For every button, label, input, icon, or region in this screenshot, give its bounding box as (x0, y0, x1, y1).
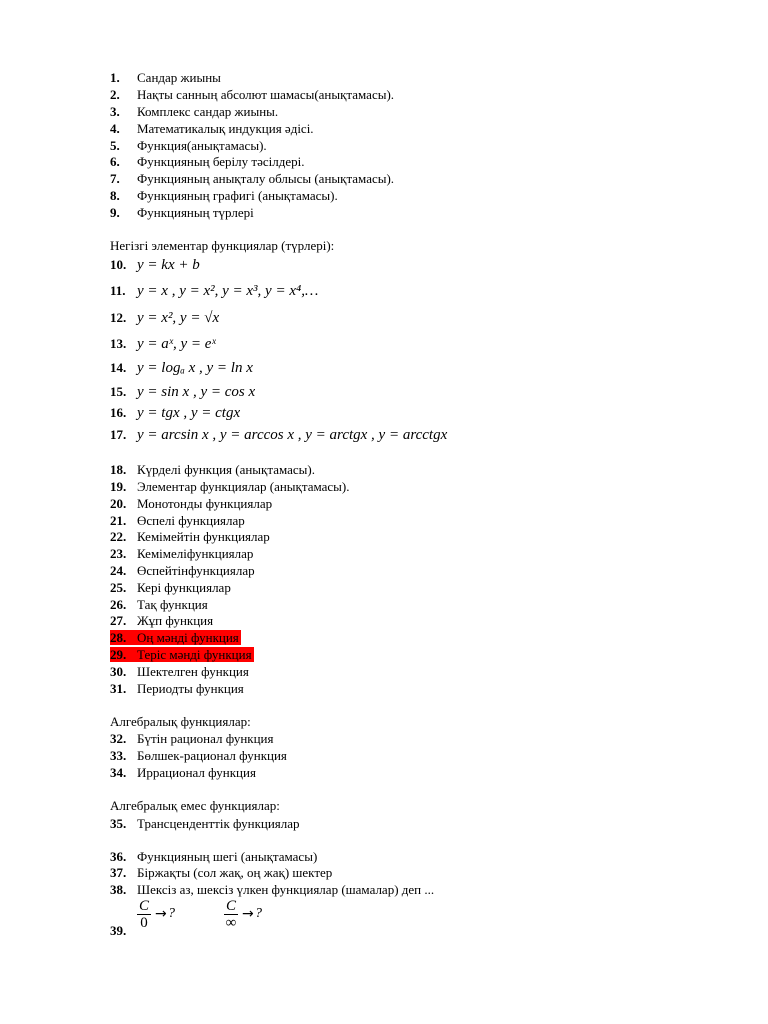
section-heading-algebraic: Алгебралық функциялар: (110, 714, 251, 729)
fraction-c-over-zero: $\frac{C}{0}$ (139, 898, 150, 931)
list-item: 39. (110, 923, 127, 938)
list-item: 2. Нақты санның абсолют шамасы(анықтамасы). (110, 87, 395, 102)
list-item: 30. Шектелген функция (110, 664, 249, 679)
highlight-mark: 29. Теріс мәнді функция (110, 647, 252, 662)
list-item: 9. Функцияның түрлері (110, 205, 254, 220)
list-item: 26. Тақ функция (110, 597, 208, 612)
list-item: 27. Жұп функция (110, 613, 214, 628)
list-item: 20. Монотонды функциялар (110, 496, 273, 511)
arrow-right-icon: → (242, 906, 254, 922)
limit-result: ? (168, 906, 175, 921)
list-item: 19. Элементар функциялар (анықтамасы). (110, 479, 350, 494)
formula-row: 15. y = sin x , y = cos x (110, 384, 256, 400)
formula-row: 10. y = kx + b (110, 257, 200, 273)
list-item: 31. Периодты функция (110, 681, 244, 696)
list-item: 32. Бүтін рационал функция (110, 731, 274, 746)
arrow-right-icon: → (155, 906, 167, 922)
list-item-highlighted (110, 629, 241, 646)
list-item: 22. Кемімейтін функциялар (110, 529, 270, 544)
fraction-c-over-infinity: C ∞ (225, 898, 237, 931)
section-heading-nonalgebraic: Алгебралық емес функциялар: (110, 798, 280, 813)
formula-row: 16. y = tgx , y = ctgx (110, 405, 241, 421)
list-item: 24. Өспейтінфункциялар (110, 563, 255, 578)
list-item: 33. Бөлшек-рационал функция (110, 748, 287, 763)
list-item: 25. Кері функциялар (110, 580, 231, 595)
list-item: 6. Функцияның берілу тәсілдері. (110, 154, 305, 169)
section-heading-elementary: Негізгі элементар функциялар (түрлері): (110, 238, 335, 253)
highlight-mark: 28. Оң мәнді функция (110, 630, 239, 645)
list-item: 37. Біржақты (сол жақ, оң жақ) шектер (110, 865, 333, 880)
list-item-highlighted (110, 646, 254, 663)
list-item: 35. Трансценденттік функциялар (110, 816, 300, 831)
list-item: 7. Функцияның анықталу облысы (анықтамасы). (110, 171, 395, 186)
list-item: 4. Математикалық индукция әдісі. (110, 121, 314, 136)
list-item: 18. Күрделі функция (анықтамасы). (110, 462, 315, 477)
list-item: 3. Комплекс сандар жиыны. (110, 104, 279, 119)
formula-row: 13. y = aˣ, y = eˣ (110, 336, 216, 352)
formula-row: 17. y = arcsin x , y = arccos x , y = arctgx , y = arcctgx (110, 427, 448, 443)
list-item: 5. Функция(анықтамасы). (110, 138, 267, 153)
list-item: 21. Өспелі функциялар (110, 513, 245, 528)
limit-result: ? (255, 906, 262, 921)
list-item: 36. Функцияның шегі (анықтамасы) (110, 849, 318, 864)
formula-row: 14. y = logₐ x , y = ln x (110, 360, 253, 376)
list-item: 38. Шексіз аз, шексіз үлкен функциялар (шамалар) деп ... (110, 882, 435, 897)
list-item: 23. Кемімеліфункциялар (110, 546, 254, 561)
list-item: 1. Сандар жиыны (110, 70, 221, 85)
list-item: 34. Иррационал функция (110, 765, 256, 780)
formula-row: 11. y = x , y = x², y = x³, y = x⁴,… (110, 283, 319, 299)
list-item: 8. Функцияның графигі (анықтамасы). (110, 188, 338, 203)
formula-row: 12. y = x², y = √x (110, 310, 220, 326)
